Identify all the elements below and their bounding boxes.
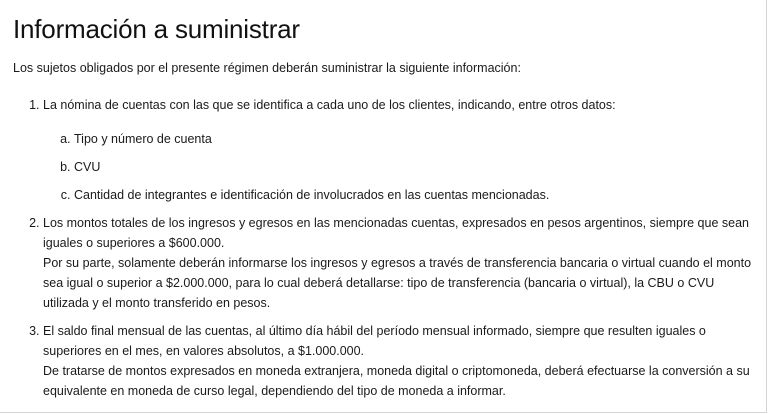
sub-list-item: c. Cantidad de integrantes e identificación de involucrados en las cuentas mencionadas. <box>74 185 758 205</box>
sub-list <box>43 129 758 205</box>
list-item-text: 3. El saldo final mensual de las cuentas, al último día hábil del período mensual informado, siempre que resulten iguales o superiores en el mes, en valores absolutos, a $1.000.000. <box>43 324 706 358</box>
list-item-note: Por su parte, solamente deberán informarse los ingresos y egresos a través de transferencia bancaria o virtual cuando el monto sea igual o superior a $2.000.000, para lo cual deberá detallarse: tipo de transferencia (bancaria o virtual), la CBU o CVU utilizada y el monto transferido en pesos. <box>43 256 752 310</box>
list-item-text: La nómina de cuentas con las que se identifica a cada uno de los clientes, indicando, entre otros datos: <box>43 98 616 112</box>
page-title: Información a suministrar <box>13 14 300 44</box>
list-item-note: De tratarse de montos expresados en moneda extranjera, moneda digital o criptomoneda, deberá efectuarse la conversión a su equivalente en moneda de curso legal, dependiendo del tipo de moneda a informar. <box>43 364 750 398</box>
list-item <box>43 321 758 401</box>
requirements-list <box>13 95 758 401</box>
article-content <box>13 12 758 401</box>
sub-list-item: a. Tipo y número de cuenta <box>74 129 758 149</box>
list-item-text: 2. Los montos totales de los ingresos y egresos en las mencionadas cuentas, expresados en pesos argentinos, siempre que sean iguales o superiores a $600.000. <box>43 216 749 250</box>
list-item <box>43 95 758 205</box>
sub-list-item: b. CVU <box>74 157 758 177</box>
list-item <box>43 213 758 313</box>
intro-paragraph: Los sujetos obligados por el presente régimen deberán suministrar la siguiente información: <box>13 61 521 75</box>
